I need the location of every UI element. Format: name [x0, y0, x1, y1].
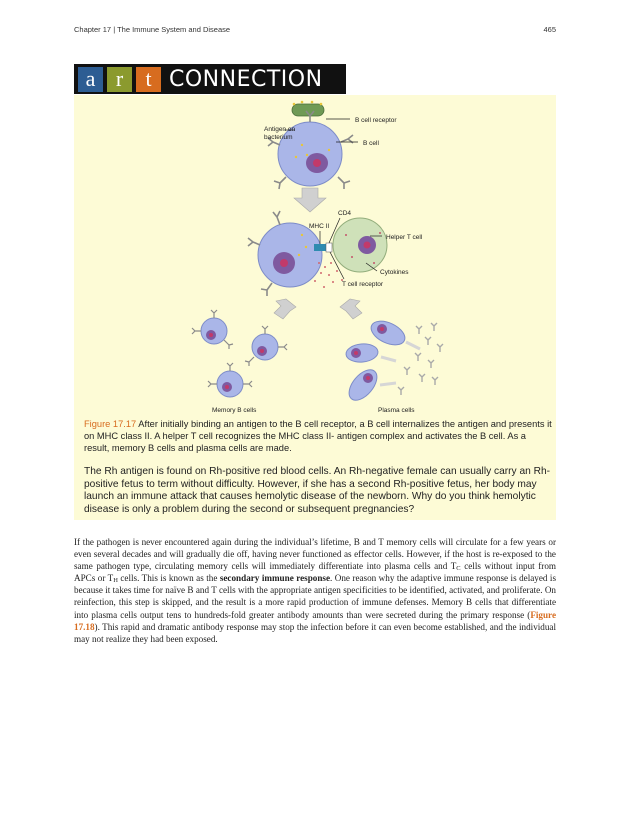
antibody-arrows: [380, 342, 420, 385]
body-text-4: . One reason why the adaptive immune response is delayed is because it takes time for naïve B and T cells with the appropriate antigen specificities to be identified, activated, and proliferate. On reinfection, this step is skipped, and the result is a more rapid production of immune defenses. Memory B cells that differentiate into plasma cells output tens to hundreds-fold greater antibody amounts than were secreted during the primary response (: [74, 573, 556, 620]
memory-b-cells: [192, 310, 287, 397]
b-cell-top: [268, 111, 353, 189]
banner-letter-a: a: [78, 67, 103, 92]
art-connection-question: The Rh antigen is found on Rh-positive red blood cells. An Rh-negative female can usually carry an Rh-positive fetus to term without difficulty. However, if she has a second Rh-positive fetus, her body may launch an immune attack that causes hemolytic disease of the newborn. Why do you think hemolytic disease is only a problem during the second or subsequent pregnancies?: [84, 466, 551, 515]
label-b-cell: B cell: [363, 140, 379, 147]
body-text-2: cells without input from APCs or T: [74, 561, 556, 584]
label-cytokines: Cytokines: [380, 269, 409, 276]
banner-letter-t: t: [136, 67, 161, 92]
figure-caption-text: After initially binding an antigen to the B cell receptor, a B cell internalizes the antigen and presents it on MHC class II. A helper T cell recognizes the MHC class II- antigen complex and activates the B cell. As a result, memory B cells and plasma cells are made.: [84, 419, 552, 454]
b-cell-activation-diagram: [74, 95, 556, 415]
figure-caption: [84, 418, 552, 455]
plasma-cells: [344, 316, 409, 405]
down-arrow: [294, 188, 326, 212]
label-plasma-cells: Plasma cells: [378, 407, 415, 414]
term-secondary-immune-response: secondary immune response: [219, 573, 331, 584]
art-connection-banner: [74, 64, 346, 94]
subscript-c: C: [456, 565, 461, 573]
body-text-5: ). This rapid and dramatic antibody response may stop the infection before it can even become established, and the individual may not realize they had been exposed.: [74, 621, 556, 644]
banner-word: CONNECTION: [169, 66, 323, 92]
label-cd4: CD4: [338, 210, 352, 217]
antibodies: [398, 323, 443, 395]
label-antigen-line1: Antigen on: [264, 126, 296, 133]
figure-label: Figure 17.17: [84, 419, 137, 429]
mhc-ii-complex: [314, 244, 326, 251]
body-text-3: cells. This is known as the: [117, 573, 220, 584]
label-b-cell-receptor: B cell receptor: [355, 117, 397, 124]
label-helper-t-cell: Helper T cell: [386, 234, 423, 241]
figure-17-18-link[interactable]: Figure 17.18: [74, 609, 556, 632]
label-t-cell-receptor: T cell receptor: [342, 281, 384, 288]
banner-letter-r: r: [107, 67, 132, 92]
body-paragraph: [74, 536, 556, 645]
helper-t-cell: [333, 218, 387, 272]
art-connection-panel: [74, 95, 556, 520]
arrow-to-plasma: [340, 299, 362, 319]
cd4-receptor: [326, 243, 332, 252]
label-antigen-line2: bacterium: [264, 134, 293, 141]
body-text-1: If the pathogen is never encountered again during the individual’s lifetime, B and T memory cells will circulate for a few years or even several decades and will gradually die off, having never functioned as effector cells. However, if the host is re-exposed to the same pathogen type, circulating memory cells will immediately differentiate into plasma cells and T: [74, 537, 556, 572]
arrow-to-memory: [274, 299, 296, 319]
page-number: 465: [543, 25, 556, 34]
label-memory-b-cells: Memory B cells: [212, 407, 257, 414]
label-mhc-ii: MHC II: [309, 223, 330, 230]
subscript-h: H: [113, 577, 118, 585]
running-header-chapter: Chapter 17 | The Immune System and Disease: [74, 25, 231, 34]
